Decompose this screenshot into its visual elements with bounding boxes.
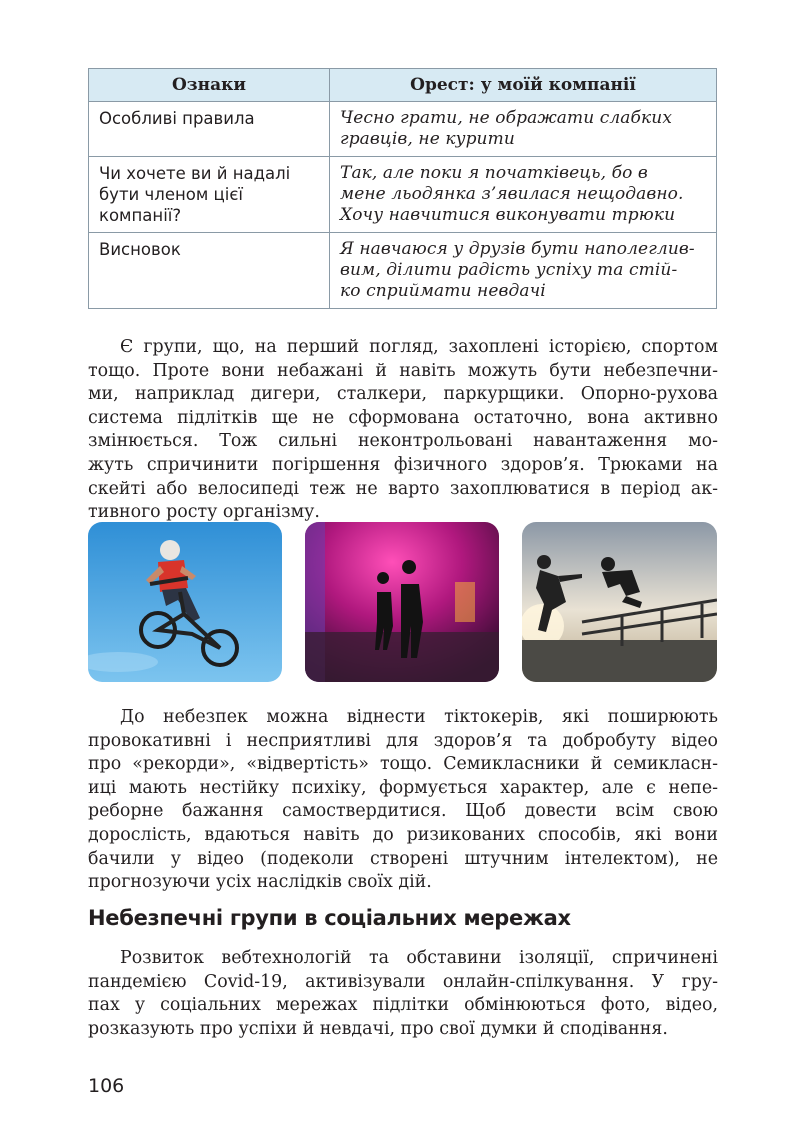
cell-line: гравців, не курити (340, 129, 515, 149)
table-cell-value (330, 233, 717, 309)
table-header-traits: Ознаки (89, 69, 330, 102)
paragraph-dangerous-groups (88, 336, 718, 525)
cell-line: Чесно грати, не ображати слабких (340, 108, 673, 128)
text-line: реборне бажання самоствердитися. Щоб довести всім свою (88, 801, 718, 822)
text-line: дорослість, вдаються навіть до ризикованих способів, які вони (88, 824, 718, 845)
bmx-rider-photo (88, 522, 282, 682)
text-line: тощо. Проте вони небажані й навіть можуть бути небезпечни- (88, 360, 718, 381)
cell-line: мене льодянка з’явилася нещодавно. (340, 184, 684, 204)
cell-line: компанії? (99, 206, 182, 225)
text-line: иці мають нестійку психіку, формується характер, але є непе- (88, 777, 718, 798)
text-line: жуть спричинити погіршення фізичного здоров’я. Трюками на (88, 454, 718, 475)
text-line: про «рекорди», «відвертість» тощо. Семикласники й семикласн- (88, 754, 718, 775)
table-row (89, 233, 717, 309)
text-line: Є групи, що, на перший погляд, захоплені історією, спортом (120, 337, 718, 357)
cell-line: Особливі правила (99, 109, 255, 128)
cell-line: Чи хочете ви й надалі (99, 164, 291, 183)
text-line: Розвиток вебтехнологій та обставини ізоляції, спричинені (120, 948, 718, 968)
table-header-orest: Орест: у моїй компанії (330, 69, 717, 102)
page-number: 106 (88, 1075, 125, 1097)
text-line: розказують про успіхи й невдачі, про свої думки й сподівання. (88, 1018, 668, 1039)
text-line: провокативні і несприятливі для здоров’я та добробуту відео (88, 730, 718, 751)
diggers-tunnel-photo (305, 522, 499, 682)
text-line: скейті або велосипеді теж не варто захоплюватися в період ак- (88, 478, 718, 499)
table-row (89, 157, 717, 233)
table-cell-value (330, 157, 717, 233)
text-line: пандемією Covid-19, активізували онлайн-спілкування. У гру- (88, 971, 718, 992)
text-line: система підлітків ще не сформована остаточно, вона активно (88, 407, 718, 428)
section-heading: Небезпечні групи в соціальних мережах (88, 906, 571, 930)
text-line: бачили у відео (подеколи створені штучним інтелектом), не (88, 848, 718, 869)
table-cell-label (89, 157, 330, 233)
cell-line: бути членом цієї (99, 185, 243, 204)
cell-line: Хочу навчитися виконувати трюки (340, 205, 676, 225)
table-cell-label (89, 233, 330, 309)
paragraph-social-networks (88, 947, 718, 1041)
cell-line: Так, але поки я початківець, бо в (340, 163, 648, 183)
text-line: пах у соціальних мережах підлітки обмінюються фото, відео, (88, 995, 718, 1016)
table-cell-value (330, 102, 717, 157)
cell-line: Висновок (99, 240, 181, 259)
table-row (89, 102, 717, 157)
cell-line: Я навчаюся у друзів бути наполеглив- (340, 239, 695, 259)
text-line: змінюється. Тож сильні неконтрольовані навантаження мо- (88, 431, 718, 452)
company-traits-table (88, 68, 717, 309)
text-line: тивного росту організму. (88, 502, 320, 523)
parkour-jump-photo (522, 522, 717, 682)
paragraph-tiktokers (88, 706, 718, 895)
cell-line: вим, ділити радість успіху та стій- (340, 260, 678, 280)
cell-line: ко сприймати невдачі (340, 281, 546, 301)
text-line: прогнозуючи усіх наслідків своїх дій. (88, 872, 432, 893)
text-line: До небезпек можна віднести тіктокерів, які поширюють (120, 707, 718, 727)
table-header-row (89, 69, 717, 102)
table-cell-label (89, 102, 330, 157)
text-line: ми, наприклад дигери, сталкери, паркурщики. Опорно-рухова (88, 384, 718, 405)
